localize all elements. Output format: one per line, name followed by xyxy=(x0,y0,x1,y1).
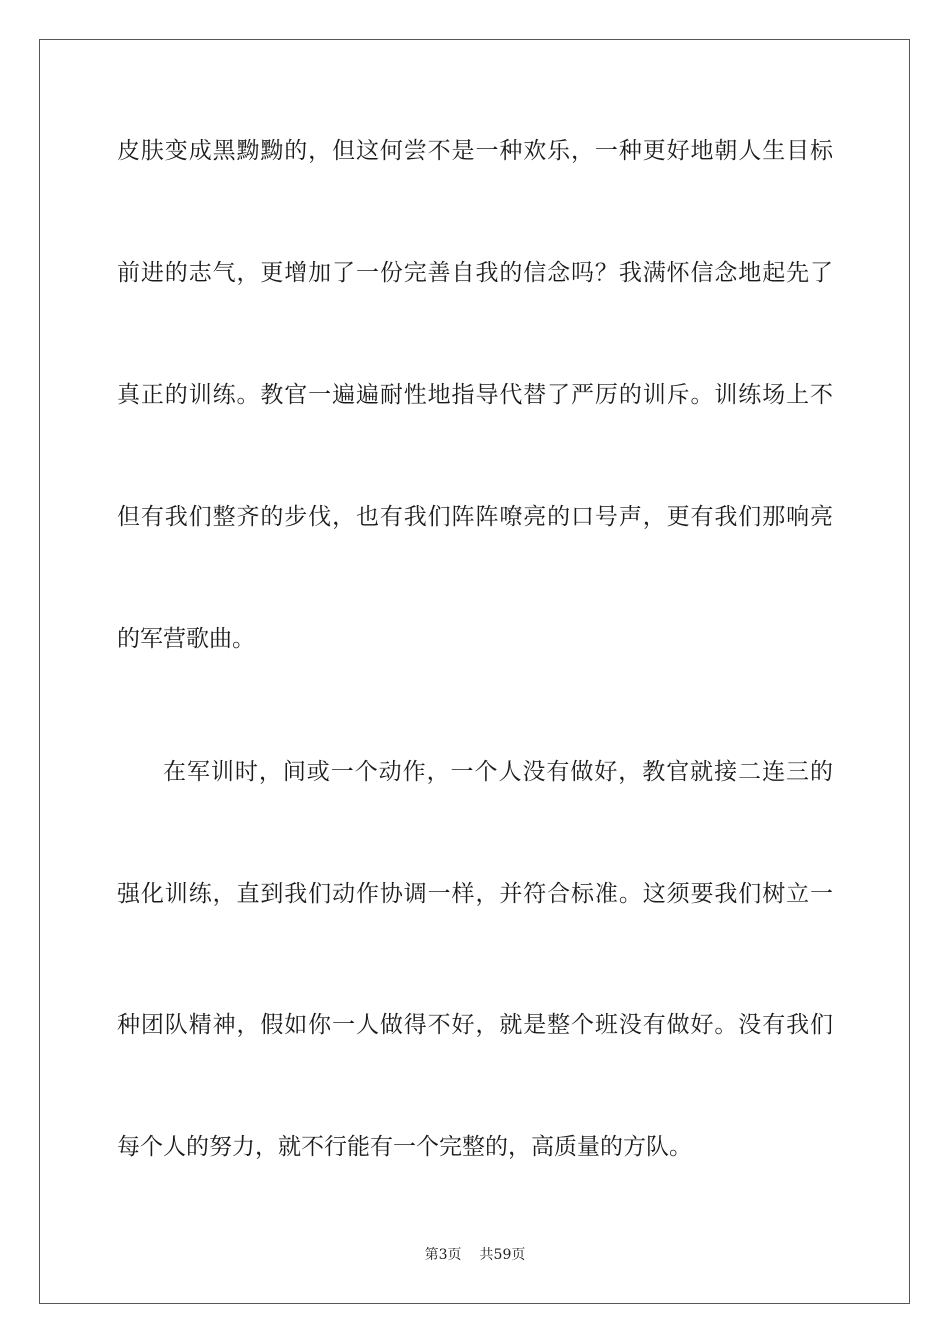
page-border xyxy=(39,39,910,1304)
text-line-4: 但有我们整齐的步伐，也有我们阵阵嘹亮的口号声，更有我们那响亮 xyxy=(117,504,833,530)
page-number: 第3页 xyxy=(424,1247,462,1263)
text-line-1: 皮肤变成黑黝黝的，但这何尝不是一种欢乐，一种更好地朝人生目标 xyxy=(117,138,833,164)
text-line-3: 真正的训练。教官一遍遍耐性地指导代替了严厉的训斥。训练场上不 xyxy=(117,382,833,408)
text-line-2: 前进的志气，更增加了一份完善自我的信念吗？我满怀信念地起先了 xyxy=(117,260,833,286)
page-footer xyxy=(0,1246,950,1264)
text-line-7: 强化训练，直到我们动作协调一样，并符合标准。这须要我们树立一 xyxy=(117,881,833,907)
text-line-6: 在军训时，间或一个动作，一个人没有做好，教官就接二连三的 xyxy=(163,759,833,785)
text-line-9: 每个人的努力，就不行能有一个完整的，高质量的方队。 xyxy=(117,1134,692,1160)
page-total: 共59页 xyxy=(479,1247,526,1263)
text-line-5: 的军营歌曲。 xyxy=(117,626,255,652)
text-line-8: 种团队精神，假如你一人做得不好，就是整个班没有做好。没有我们 xyxy=(117,1012,833,1038)
